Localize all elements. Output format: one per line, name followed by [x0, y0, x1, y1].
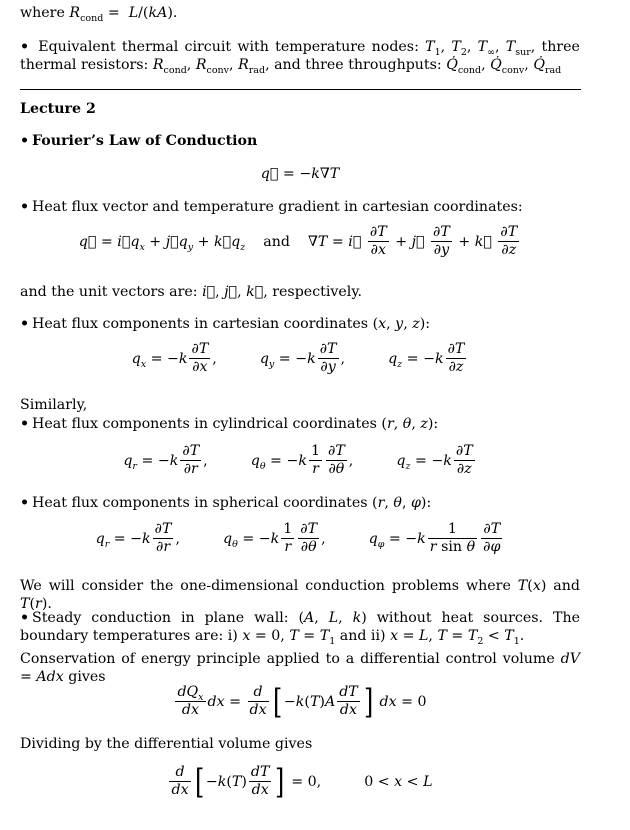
bullet-glyph: •	[20, 495, 30, 511]
cartesian-equation: $q_x = -k$ $\frac{\partial T}{\partial x}$ , $q_y = -k$ $\frac{\partial T}{\partial y}$ , $q_z = -k$ $\frac{\partial T}{\partial z}$	[131, 341, 465, 375]
thermal-circuit-paragraph: • Equivalent thermal circuit with temperature nodes: $T_1$, $T_2$, $T_\infty$, $T_{sur}$, three thermal resistors: $R_{cond}$, $R_{conv}$, $R_{rad}$, and three throughputs: $Q̇_{cond}$, $Q̇_{conv}$, $Q̇_{rad}$	[20, 39, 580, 76]
similarly-text: Similarly,	[20, 397, 88, 413]
rcond-sub: cond	[80, 12, 104, 24]
fourier-law-title	[20, 132, 580, 150]
fourier-equation: q⃗ = −k∇T	[260, 166, 340, 182]
spherical-equation: $q_r = -k$ $\frac{\partial T}{\partial r}$ , $q_\theta = -k$ $\frac{1}{r}$ $\frac{\partial T}{\partial\theta}$ , $q_\varphi = -k$ $\frac{1}{\text{r sin θ}}$ $\frac{\partial T}{\partial\varphi}$	[95, 521, 501, 555]
plane-wall-paragraph: • Steady conduction in plane wall: (A, L, k) without heat sources. The boundary temperatures are: i) x = 0, $T = T_1$ and ii) x = L, $T = T_2 < T_1$.	[20, 610, 580, 647]
conservation-equation: $\frac{dQ_x}{dx}$ dx = $\frac{d}{dx}$ [ −k(T)A $\frac{dT}{dx}$ ] dx = 0	[177, 681, 427, 722]
one-dimensional-text: We will consider the one-dimensional conduction problems where T(x) and T(r).	[20, 578, 580, 612]
conservation-paragraph: Conservation of energy principle applied to a differential control volume dV = Adx gives	[20, 651, 580, 685]
bullet-glyph: •	[20, 610, 30, 626]
bullet-glyph: •	[20, 416, 30, 432]
flux-vector-text: Heat flux vector and temperature gradient in cartesian coordinates:	[32, 199, 523, 215]
cartesian-intro: • Heat flux components in cartesian coordinates (x, y, z):	[20, 316, 431, 332]
section-divider	[20, 89, 581, 90]
lecture-heading: Lecture 2	[20, 101, 96, 117]
cylindrical-equation: $q_r = -k$ $\frac{\partial T}{\partial r}$ , $q_\theta = -k$ $\frac{1}{r}$ $\frac{\partial T}{\partial\theta}$ , $q_z = -k$ $\frac{\partial T}{\partial z}$	[123, 443, 473, 477]
bullet-glyph: •	[20, 133, 30, 149]
unit-vectors-text: and the unit vectors are: i⃗, j⃗, k⃗, respectively.	[20, 284, 362, 300]
fourier-law-title-text: Fourier’s Law of Conduction	[32, 133, 258, 149]
bullet-glyph: •	[20, 316, 30, 332]
final-equation: $\frac{d}{dx}$ [ −k(T) $\frac{dT}{dx}$ ] = 0, 0 < x < L	[171, 761, 433, 802]
bullet-glyph: •	[20, 199, 30, 215]
bullet-glyph: •	[20, 39, 30, 55]
flux-vector-equation: q⃗ = $i⃗q_x$ + $j⃗q_y$ + $k⃗q_z$ and ∇T = i⃗ $\frac{\partial T}{\partial x}$ + j⃗ $\frac{\partial T}{\partial y}$ + k⃗ $\frac{\partial T}{\partial z}$	[78, 224, 518, 258]
spherical-intro: • Heat flux components in spherical coordinates (r, θ, φ):	[20, 495, 432, 511]
flux-vector-intro	[20, 198, 580, 216]
dividing-text: Dividing by the differential volume gives	[20, 736, 313, 752]
cylindrical-intro: • Heat flux components in cylindrical coordinates (r, θ, z):	[20, 416, 439, 432]
rcond-definition	[20, 4, 580, 22]
rcond-prefix: where $R_{cond} = L/(kA)$.	[20, 5, 178, 24]
